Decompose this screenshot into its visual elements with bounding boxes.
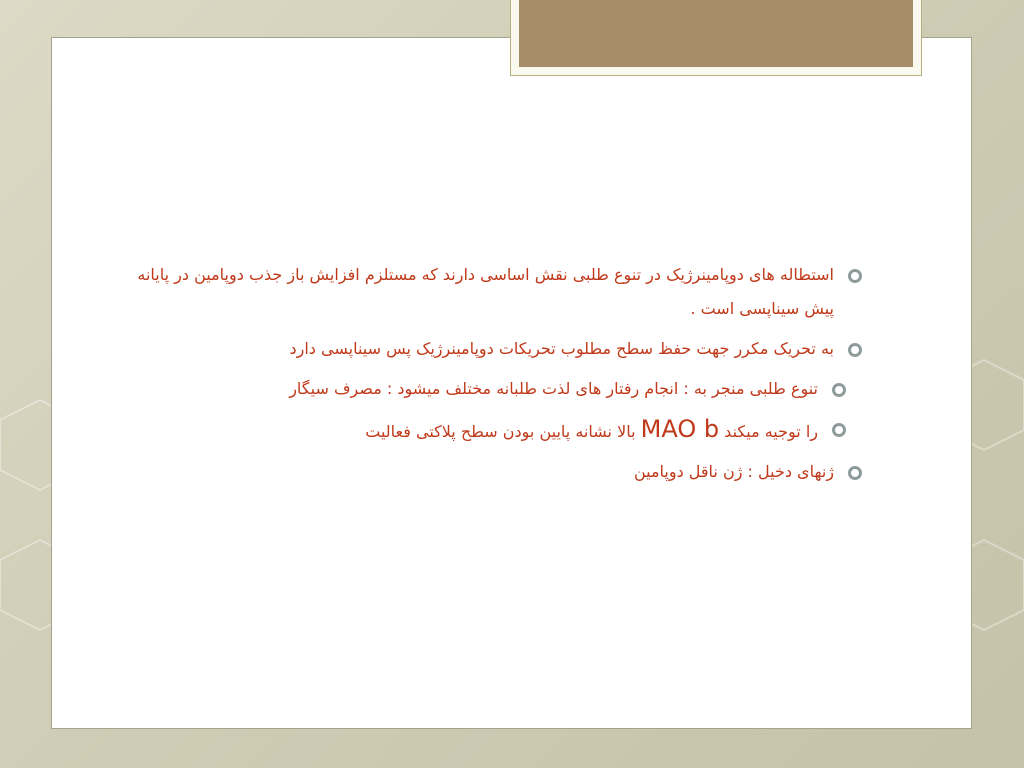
bullet-item-genes xyxy=(130,455,866,489)
bullet-item-mao-b xyxy=(130,412,866,449)
bullet-text: ژنهای دخیل : ژن ناقل دوپامین xyxy=(633,462,834,481)
bullet-circle-icon xyxy=(848,269,862,283)
bullet-list xyxy=(130,258,866,495)
bullet-circle-icon xyxy=(832,383,846,397)
bullet-circle-icon xyxy=(848,466,862,480)
title-placeholder-box xyxy=(510,0,922,76)
bullet-text: استطاله های دوپامینرژیک در تنوع طلبی نقش اساسی دارند که مستلزم افزایش باز جذب دوپامین در پایانه پیش سیناپسی است . xyxy=(137,265,834,318)
bullet-text: تنوع طلبی منجر به : انجام رفتار های لذت طلبانه مختلف میشود : مصرف سیگار xyxy=(289,379,818,398)
bullet-item-repeated-stimulation xyxy=(130,332,866,366)
bullet-item-novelty-seeking xyxy=(130,372,866,406)
bullet-text: به تحریک مکرر جهت حفظ سطح مطلوب تحریکات دوپامینرژیک پس سیناپسی دارد xyxy=(289,339,834,358)
bullet-text-after: بالا نشانه پایین بودن سطح پلاکتی فعالیت xyxy=(365,422,636,441)
title-placeholder-fill xyxy=(519,0,913,67)
bullet-circle-icon xyxy=(848,343,862,357)
bullet-text-before: را توجیه میکند xyxy=(724,422,818,441)
bullet-circle-icon xyxy=(832,423,846,437)
bullet-item-dopamine-projections xyxy=(130,258,866,326)
bullet-latin-term: MAO b xyxy=(640,415,720,443)
